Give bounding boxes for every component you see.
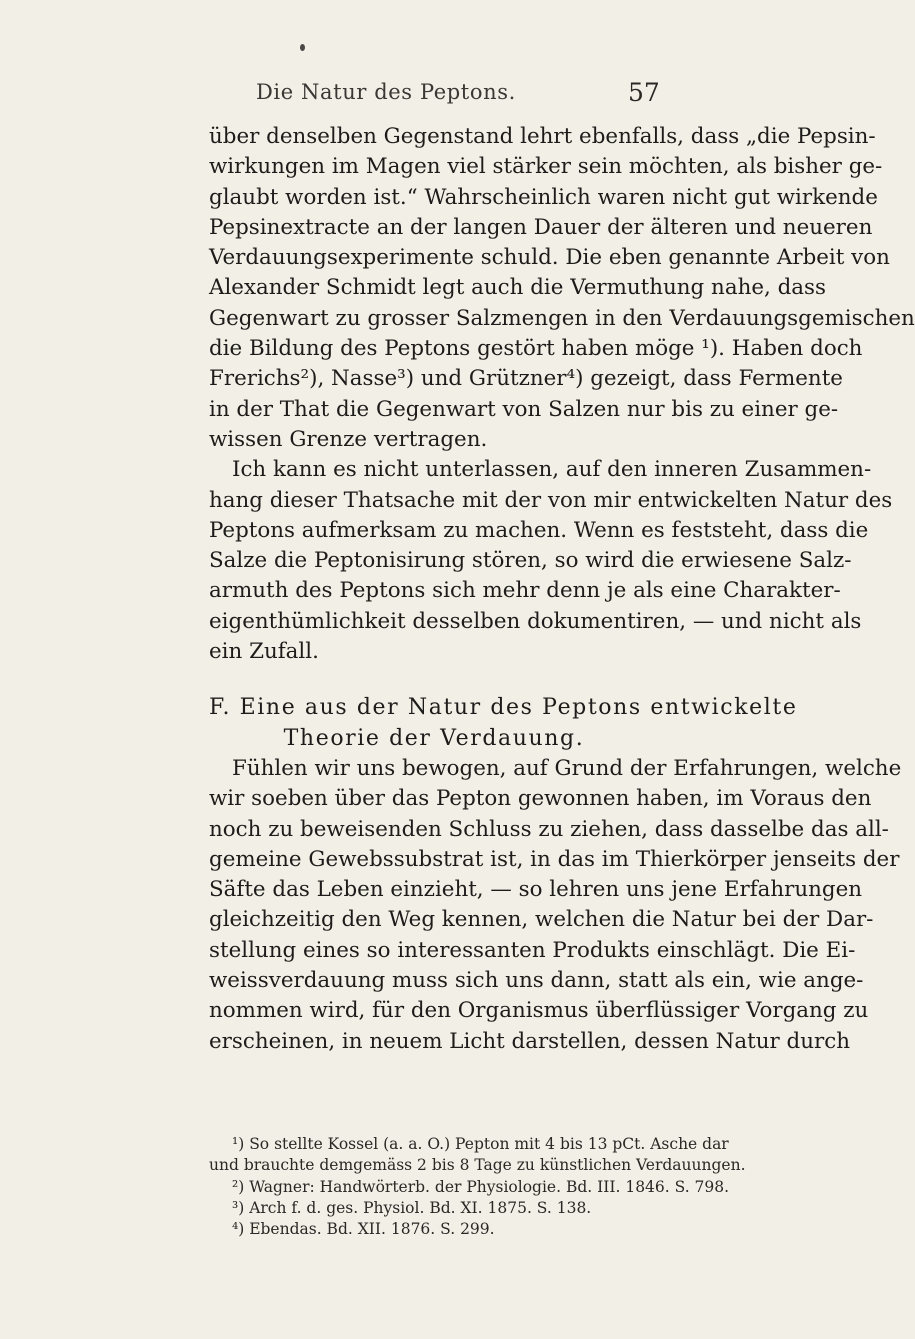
section-heading-line2: Theorie der Verdauung.: [283, 725, 585, 751]
section-gap: [209, 667, 659, 693]
text-line: gemeine Gewebssubstrat ist, in das im Thierkörper jenseits der: [209, 846, 900, 872]
footnote-4: ⁴) Ebendas. Bd. XII. 1876. S. 299.: [232, 1220, 495, 1239]
footnote-2: ²) Wagner: Handwörterb. der Physiologie. Bd. III. 1846. S. 798.: [232, 1177, 730, 1196]
body-text: [209, 122, 915, 1057]
text-line: eigenthümlichkeit desselben dokumentiren, — und nicht als: [209, 608, 862, 634]
text-line: Fühlen wir uns bewogen, auf Grund der Erfahrungen, welche: [232, 755, 902, 781]
text-line: armuth des Peptons sich mehr denn je als eine Charakter-: [209, 578, 841, 604]
ink-speck: [300, 44, 305, 51]
footnote-3: ³) Arch f. d. ges. Physiol. Bd. XI. 1875. S. 138.: [232, 1198, 592, 1217]
text-line: ein Zufall.: [209, 639, 319, 665]
text-line: wirkungen im Magen viel stärker sein möchten, als bisher ge-: [209, 154, 883, 180]
text-line: in der That die Gegenwart von Salzen nur bis zu einer ge-: [209, 396, 839, 422]
text-line: stellung eines so interessanten Produkts einschlägt. Die Ei-: [209, 937, 856, 963]
running-title: Die Natur des Peptons.: [256, 80, 516, 104]
text-line: erscheinen, in neuem Licht darstellen, dessen Natur durch: [209, 1028, 850, 1054]
footnote-1-continued: und brauchte demgemäss 2 bis 8 Tage zu künstlichen Verdauungen.: [209, 1156, 746, 1175]
text-line: Alexander Schmidt legt auch die Vermuthung nahe, dass: [209, 275, 827, 301]
text-line: glaubt worden ist.“ Wahrscheinlich waren nicht gut wirkende: [209, 184, 878, 210]
section-heading-line1: F. Eine aus der Natur des Peptons entwickelte: [209, 695, 798, 721]
text-line: Frerichs²), Nasse³) und Grützner⁴) gezeigt, dass Fermente: [209, 366, 843, 392]
text-line: Peptons aufmerksam zu machen. Wenn es feststeht, dass die: [209, 517, 869, 543]
text-line: Säfte das Leben einzieht, — so lehren uns jene Erfahrungen: [209, 877, 863, 903]
text-line: über denselben Gegenstand lehrt ebenfalls, dass „die Pepsin-: [209, 124, 876, 149]
text-line: wir soeben über das Pepton gewonnen haben, im Voraus den: [209, 786, 872, 812]
text-line: gleichzeitig den Weg kennen, welchen die Natur bei der Dar-: [209, 907, 874, 933]
text-line: wissen Grenze vertragen.: [209, 426, 488, 452]
footnotes: [209, 1134, 746, 1240]
running-head: [0, 80, 801, 110]
page-number: 57: [628, 78, 660, 107]
text-line: Ich kann es nicht unterlassen, auf den inneren Zusammen-: [232, 457, 872, 483]
text-line: hang dieser Thatsache mit der von mir entwickelten Natur des: [209, 487, 893, 513]
text-line: weissverdauung muss sich uns dann, statt als ein, wie ange-: [209, 968, 864, 994]
footnote-1: ¹) So stellte Kossel (a. a. O.) Pepton mit 4 bis 13 pCt. Asche dar: [232, 1135, 729, 1153]
text-line: noch zu beweisenden Schluss zu ziehen, dass dasselbe das all-: [209, 816, 889, 842]
text-line: Pepsinextracte an der langen Dauer der älteren und neueren: [209, 214, 873, 240]
text-line: Gegenwart zu grosser Salzmengen in den Verdauungsgemischen: [209, 305, 915, 331]
text-line: die Bildung des Peptons gestört haben möge ¹). Haben doch: [209, 336, 863, 362]
text-line: Verdauungsexperimente schuld. Die eben genannte Arbeit von: [209, 245, 890, 271]
text-line: nommen wird, für den Organismus überflüssiger Vorgang zu: [209, 998, 869, 1024]
text-line: Salze die Peptonisirung stören, so wird die erwiesene Salz-: [209, 548, 852, 574]
